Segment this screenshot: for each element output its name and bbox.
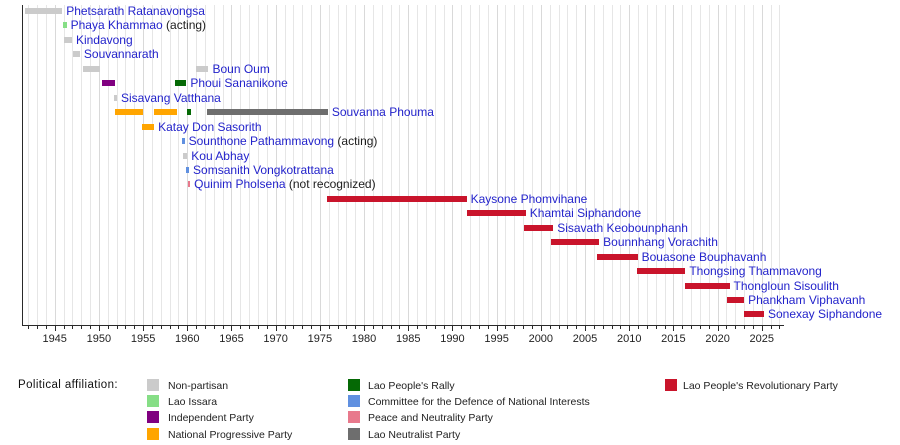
gridline-year bbox=[673, 5, 674, 325]
legend-label-independent: Independent Party bbox=[168, 412, 254, 425]
gridline-year bbox=[408, 5, 409, 325]
axis-tick-label: 1970 bbox=[263, 333, 288, 345]
legend-label-national_progressive: National Progressive Party bbox=[168, 428, 293, 441]
axis-minor-tick bbox=[461, 326, 462, 329]
legend-swatch-national_progressive bbox=[147, 428, 159, 440]
axis-tick-label: 1975 bbox=[307, 333, 333, 345]
gridline-year bbox=[382, 5, 383, 325]
axis-minor-tick bbox=[647, 326, 648, 329]
pm-name-link[interactable]: Bounnhang Vorachith bbox=[603, 235, 718, 250]
pm-row-label bbox=[530, 207, 641, 219]
axis-minor-tick bbox=[700, 326, 701, 329]
pm-name-link[interactable]: Sisavang Vatthana bbox=[121, 90, 221, 105]
gridline-year bbox=[55, 5, 56, 325]
axis-minor-tick bbox=[72, 326, 73, 329]
gridline-year bbox=[470, 5, 471, 325]
axis-minor-tick bbox=[576, 326, 577, 329]
pm-row-label bbox=[734, 280, 839, 292]
axis-minor-tick bbox=[435, 326, 436, 329]
gridline-year bbox=[28, 5, 29, 325]
pm-row-label bbox=[689, 265, 822, 277]
x-axis-line bbox=[22, 325, 784, 326]
legend-swatch-lao_issara bbox=[147, 395, 159, 407]
pm-name-suffix: (acting) bbox=[334, 134, 378, 149]
axis-major-tick bbox=[541, 326, 542, 331]
axis-tick-label: 1950 bbox=[86, 333, 112, 345]
term-bar-national_progressive bbox=[154, 109, 177, 115]
axis-minor-tick bbox=[550, 326, 551, 329]
pm-row-label bbox=[332, 106, 434, 118]
axis-major-tick bbox=[143, 326, 144, 331]
pm-name-link[interactable]: Quinim Pholsena bbox=[194, 177, 286, 192]
gridline-year bbox=[399, 5, 400, 325]
pm-row-label bbox=[471, 193, 588, 205]
term-bar-non_partisan bbox=[73, 51, 80, 57]
gridline-year bbox=[338, 5, 339, 325]
term-bar-non_partisan bbox=[83, 66, 100, 72]
axis-tick-label: 1945 bbox=[42, 333, 67, 345]
axis-minor-tick bbox=[64, 326, 65, 329]
pm-name-link[interactable]: Kindavong bbox=[75, 32, 133, 47]
pm-row-label bbox=[557, 222, 688, 234]
gridline-year bbox=[452, 5, 453, 325]
axis-tick-label: 2005 bbox=[572, 333, 598, 345]
axis-minor-tick bbox=[117, 326, 118, 329]
axis-minor-tick bbox=[771, 326, 772, 329]
axis-minor-tick bbox=[293, 326, 294, 329]
term-bar-cdni bbox=[182, 138, 184, 144]
pm-name-link[interactable]: Phankham Viphavanh bbox=[748, 293, 866, 307]
pm-name-link[interactable]: Thongsing Thammavong bbox=[689, 264, 822, 279]
pm-name-link[interactable]: Boun Oum bbox=[212, 61, 270, 76]
axis-major-tick bbox=[673, 326, 674, 331]
pm-name-link[interactable]: Phoui Sananikone bbox=[190, 76, 288, 91]
axis-major-tick bbox=[497, 326, 498, 331]
axis-minor-tick bbox=[470, 326, 471, 329]
axis-minor-tick bbox=[391, 326, 392, 329]
term-bar-lprp bbox=[524, 225, 554, 231]
pm-name-link[interactable]: Katay Don Sasorith bbox=[158, 119, 262, 134]
axis-minor-tick bbox=[46, 326, 47, 329]
term-bar-lao_peoples_rally bbox=[187, 109, 191, 115]
term-bar-non_partisan bbox=[64, 37, 72, 43]
axis-minor-tick bbox=[399, 326, 400, 329]
axis-minor-tick bbox=[311, 326, 312, 329]
term-bar-non_partisan bbox=[196, 66, 209, 72]
term-bar-lao_neutralist bbox=[207, 109, 328, 115]
axis-minor-tick bbox=[594, 326, 595, 329]
pm-row-label bbox=[84, 48, 159, 60]
pm-name-link[interactable]: Sisavath Keobounphanh bbox=[557, 220, 688, 235]
axis-minor-tick bbox=[444, 326, 445, 329]
axis-minor-tick bbox=[753, 326, 754, 329]
legend-swatch-lprp bbox=[665, 379, 677, 391]
gridline-year bbox=[656, 5, 657, 325]
axis-minor-tick bbox=[214, 326, 215, 329]
gridline-year bbox=[64, 5, 65, 325]
legend-label-lao_peoples_rally: Lao People's Rally bbox=[368, 380, 455, 392]
pm-name-suffix: (not recognized) bbox=[285, 177, 376, 192]
gridline-year bbox=[81, 5, 82, 325]
gridline-year bbox=[576, 5, 577, 325]
axis-minor-tick bbox=[240, 326, 241, 329]
axis-major-tick bbox=[320, 326, 321, 331]
pm-row-label bbox=[66, 5, 205, 17]
pm-name-link[interactable]: Phetsarath Ratanavongsa bbox=[66, 4, 205, 18]
gridline-year bbox=[647, 5, 648, 325]
axis-minor-tick bbox=[205, 326, 206, 329]
pm-name-link[interactable]: Thongloun Sisoulith bbox=[733, 278, 839, 293]
term-bar-lprp bbox=[551, 239, 599, 245]
term-bar-lao_peoples_rally bbox=[175, 80, 186, 86]
axis-minor-tick bbox=[258, 326, 259, 329]
axis-tick-label: 2020 bbox=[705, 333, 730, 345]
legend-label-cdni: Committee for the Defence of National Interests bbox=[368, 396, 590, 409]
pm-row-label bbox=[193, 164, 334, 176]
pm-row-label bbox=[189, 135, 378, 147]
pm-name-link[interactable]: Phaya Khammao bbox=[70, 18, 163, 33]
pm-row-label bbox=[76, 34, 133, 46]
legend-label-peace_neutrality: Peace and Neutrality Party bbox=[368, 412, 493, 425]
pm-name-link[interactable]: Souvanna Phouma bbox=[331, 105, 434, 120]
axis-minor-tick bbox=[682, 326, 683, 329]
pm-row-label bbox=[603, 236, 718, 248]
axis-minor-tick bbox=[249, 326, 250, 329]
pm-row-label bbox=[71, 19, 206, 31]
axis-minor-tick bbox=[709, 326, 710, 329]
axis-tick-label: 1955 bbox=[130, 333, 156, 345]
gridline-year bbox=[435, 5, 436, 325]
gridline-year bbox=[479, 5, 480, 325]
gridline-year bbox=[541, 5, 542, 325]
axis-minor-tick bbox=[346, 326, 347, 329]
axis-minor-tick bbox=[134, 326, 135, 329]
term-bar-lprp bbox=[327, 196, 466, 202]
pm-name-link[interactable]: Sonexay Siphandone bbox=[767, 307, 883, 322]
pm-name-suffix: (acting) bbox=[162, 18, 207, 33]
term-bar-non_partisan bbox=[183, 153, 187, 159]
gridline-year bbox=[346, 5, 347, 325]
pm-row-label bbox=[191, 150, 249, 162]
gridline-year bbox=[594, 5, 595, 325]
term-bar-non_partisan bbox=[114, 95, 117, 101]
term-bar-lprp bbox=[637, 268, 685, 274]
term-bar-lprp bbox=[685, 283, 730, 289]
axis-tick-label: 1995 bbox=[484, 333, 509, 345]
legend-swatch-peace_neutrality bbox=[348, 411, 360, 423]
gridline-year bbox=[187, 5, 188, 325]
axis-major-tick bbox=[364, 326, 365, 331]
legend-swatch-lao_neutralist bbox=[348, 428, 360, 440]
gridline-year bbox=[364, 5, 365, 325]
axis-tick-label: 1985 bbox=[395, 333, 421, 345]
legend-swatch-independent bbox=[147, 411, 159, 423]
term-bar-independent bbox=[102, 80, 116, 86]
axis-major-tick bbox=[231, 326, 232, 331]
gridline-year bbox=[514, 5, 515, 325]
term-bar-lprp bbox=[744, 311, 764, 317]
axis-minor-tick bbox=[620, 326, 621, 329]
axis-tick-label: 2025 bbox=[749, 333, 775, 345]
pm-row-label bbox=[212, 63, 269, 75]
term-bar-lprp bbox=[727, 297, 744, 303]
axis-tick-label: 2010 bbox=[616, 333, 642, 345]
axis-minor-tick bbox=[612, 326, 613, 329]
axis-major-tick bbox=[452, 326, 453, 331]
axis-minor-tick bbox=[665, 326, 666, 329]
gridline-year bbox=[37, 5, 38, 325]
term-bar-peace_neutrality bbox=[188, 181, 190, 187]
axis-minor-tick bbox=[152, 326, 153, 329]
gridline-year bbox=[417, 5, 418, 325]
axis-minor-tick bbox=[514, 326, 515, 329]
gridline-year bbox=[444, 5, 445, 325]
gridline-year bbox=[488, 5, 489, 325]
gridline-year bbox=[355, 5, 356, 325]
legend-title: Political affiliation: bbox=[18, 379, 118, 391]
legend-swatch-non_partisan bbox=[147, 379, 159, 391]
axis-minor-tick bbox=[656, 326, 657, 329]
legend-swatch-cdni bbox=[348, 395, 360, 407]
gridline-year bbox=[612, 5, 613, 325]
axis-major-tick bbox=[276, 326, 277, 331]
gridline-year bbox=[638, 5, 639, 325]
axis-tick-label: 2000 bbox=[528, 333, 554, 345]
gridline-year bbox=[603, 5, 604, 325]
term-bar-lprp bbox=[467, 210, 526, 216]
gridline-year bbox=[391, 5, 392, 325]
pm-name-link[interactable]: Somsanith Vongkotrattana bbox=[193, 162, 334, 177]
axis-minor-tick bbox=[523, 326, 524, 329]
axis-minor-tick bbox=[567, 326, 568, 329]
gridline-year bbox=[665, 5, 666, 325]
axis-minor-tick bbox=[735, 326, 736, 329]
pm-name-link[interactable]: Sounthone Pathammavong bbox=[188, 134, 335, 149]
axis-minor-tick bbox=[302, 326, 303, 329]
term-bar-lprp bbox=[597, 254, 637, 260]
axis-minor-tick bbox=[161, 326, 162, 329]
axis-minor-tick bbox=[726, 326, 727, 329]
term-bar-lao_issara bbox=[63, 22, 67, 28]
axis-minor-tick bbox=[505, 326, 506, 329]
gridline-year bbox=[505, 5, 506, 325]
axis-minor-tick bbox=[329, 326, 330, 329]
axis-minor-tick bbox=[779, 326, 780, 329]
axis-tick-label: 1990 bbox=[440, 333, 465, 345]
gridline-year bbox=[629, 5, 630, 325]
pm-name-link[interactable]: Kaysone Phomvihane bbox=[470, 191, 588, 206]
axis-minor-tick bbox=[338, 326, 339, 329]
legend-label-lao_neutralist: Lao Neutralist Party bbox=[368, 428, 461, 441]
axis-major-tick bbox=[408, 326, 409, 331]
gridline-year bbox=[170, 5, 171, 325]
gridline-year bbox=[46, 5, 47, 325]
pm-row-label bbox=[768, 308, 882, 320]
axis-major-tick bbox=[55, 326, 56, 331]
legend-label-lao_issara: Lao Issara bbox=[168, 396, 218, 409]
pm-row-label bbox=[121, 92, 221, 104]
legend-swatch-lao_peoples_rally bbox=[348, 379, 360, 391]
axis-minor-tick bbox=[108, 326, 109, 329]
pm-row-label bbox=[194, 178, 375, 190]
gridline-year bbox=[161, 5, 162, 325]
axis-major-tick bbox=[718, 326, 719, 331]
axis-major-tick bbox=[99, 326, 100, 331]
y-axis-line bbox=[22, 5, 23, 325]
axis-minor-tick bbox=[170, 326, 171, 329]
axis-tick-label: 1980 bbox=[351, 333, 377, 345]
pm-name-link[interactable]: Bouasone Bouphavanh bbox=[641, 249, 767, 264]
pm-row-label bbox=[190, 77, 287, 89]
gridline-year bbox=[426, 5, 427, 325]
axis-minor-tick bbox=[691, 326, 692, 329]
axis-minor-tick bbox=[90, 326, 91, 329]
axis-minor-tick bbox=[196, 326, 197, 329]
term-bar-national_progressive bbox=[142, 124, 154, 130]
axis-tick-label: 1965 bbox=[219, 333, 244, 345]
axis-major-tick bbox=[585, 326, 586, 331]
legend-label-non_partisan: Non-partisan bbox=[168, 380, 229, 392]
axis-minor-tick bbox=[28, 326, 29, 329]
axis-minor-tick bbox=[559, 326, 560, 329]
axis-minor-tick bbox=[479, 326, 480, 329]
gridline-year bbox=[497, 5, 498, 325]
axis-major-tick bbox=[762, 326, 763, 331]
axis-minor-tick bbox=[638, 326, 639, 329]
gridline-year bbox=[682, 5, 683, 325]
axis-minor-tick bbox=[488, 326, 489, 329]
gridline-year bbox=[178, 5, 179, 325]
pm-row-label bbox=[642, 251, 767, 263]
legend-label-lprp: Lao People's Revolutionary Party bbox=[683, 380, 838, 392]
gridline-year bbox=[523, 5, 524, 325]
gridline-year bbox=[461, 5, 462, 325]
pm-name-link[interactable]: Souvannarath bbox=[83, 47, 159, 62]
gridline-year bbox=[620, 5, 621, 325]
gridline-year bbox=[532, 5, 533, 325]
axis-minor-tick bbox=[223, 326, 224, 329]
gridline-year bbox=[559, 5, 560, 325]
pm-name-link[interactable]: Khamtai Siphandone bbox=[529, 206, 642, 221]
pm-name-link[interactable]: Kou Abhay bbox=[191, 148, 250, 163]
term-bar-non_partisan bbox=[25, 8, 62, 14]
axis-minor-tick bbox=[417, 326, 418, 329]
axis-minor-tick bbox=[603, 326, 604, 329]
gridline-year bbox=[567, 5, 568, 325]
axis-minor-tick bbox=[744, 326, 745, 329]
axis-minor-tick bbox=[426, 326, 427, 329]
term-bar-cdni bbox=[186, 167, 189, 173]
gridline-year bbox=[550, 5, 551, 325]
axis-minor-tick bbox=[267, 326, 268, 329]
axis-minor-tick bbox=[373, 326, 374, 329]
axis-tick-label: 2015 bbox=[661, 333, 686, 345]
axis-minor-tick bbox=[37, 326, 38, 329]
axis-minor-tick bbox=[125, 326, 126, 329]
axis-major-tick bbox=[629, 326, 630, 331]
term-bar-national_progressive bbox=[115, 109, 142, 115]
axis-minor-tick bbox=[532, 326, 533, 329]
gridline-year bbox=[585, 5, 586, 325]
axis-tick-label: 1960 bbox=[175, 333, 200, 345]
axis-minor-tick bbox=[355, 326, 356, 329]
axis-minor-tick bbox=[81, 326, 82, 329]
axis-minor-tick bbox=[178, 326, 179, 329]
axis-minor-tick bbox=[285, 326, 286, 329]
pm-row-label bbox=[158, 121, 261, 133]
gridline-year bbox=[373, 5, 374, 325]
pm-row-label bbox=[748, 294, 865, 306]
axis-minor-tick bbox=[382, 326, 383, 329]
axis-major-tick bbox=[187, 326, 188, 331]
